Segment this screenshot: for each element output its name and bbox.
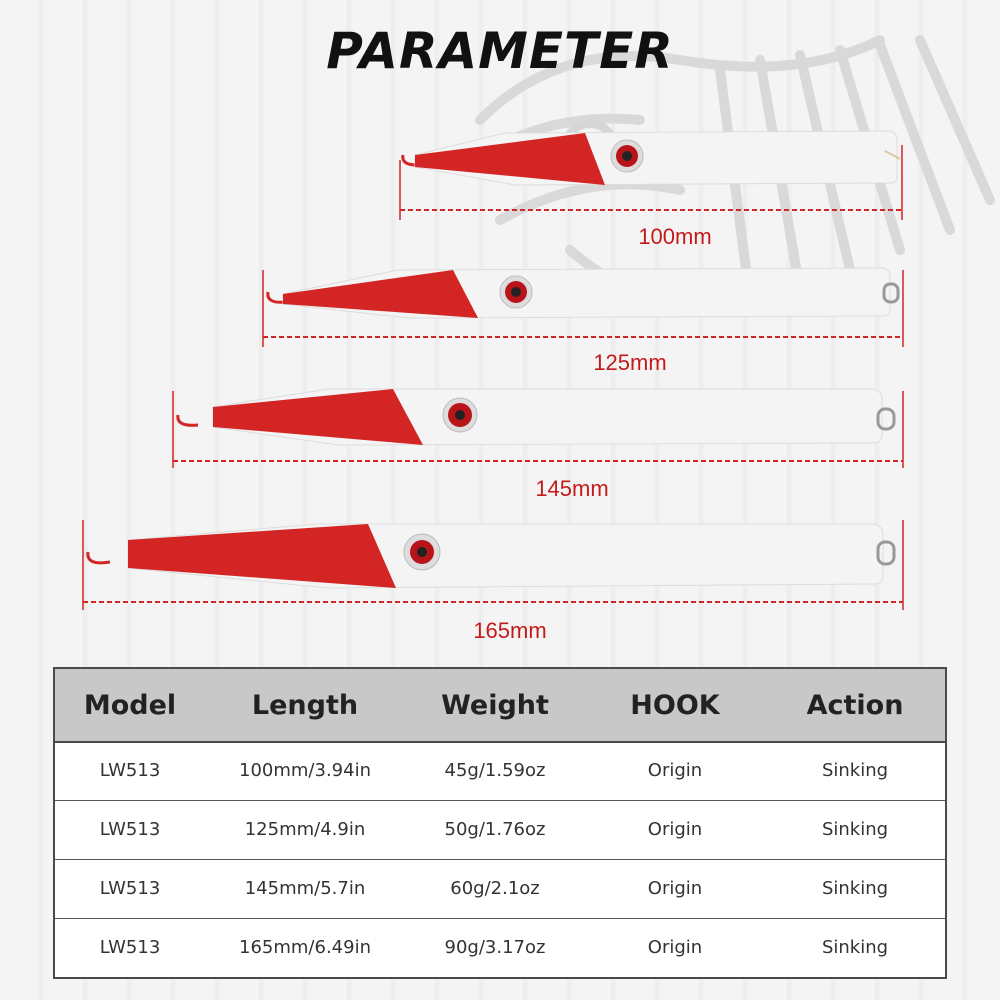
cell-model: LW513 [99, 878, 161, 899]
table-header [55, 669, 945, 743]
size-label: 125mm [593, 350, 667, 375]
lure-100mm [395, 125, 915, 225]
cell-weight: 50g/1.76oz [444, 819, 546, 840]
cell-action: Sinking [821, 878, 889, 899]
table-row [55, 859, 945, 919]
cell-weight: 45g/1.59oz [444, 760, 546, 781]
page-title: PARAMETER [326, 22, 674, 80]
header-model: Model [83, 689, 177, 721]
cell-hook: Origin [647, 819, 703, 840]
header-length: Length [251, 689, 359, 721]
lure-165mm [78, 518, 918, 618]
lure-125mm [258, 262, 918, 352]
cell-action: Sinking [821, 760, 889, 781]
cell-model: LW513 [99, 760, 161, 781]
cell-length: 145mm/5.7in [244, 878, 366, 899]
header-action: Action [806, 689, 904, 721]
cell-model: LW513 [99, 937, 161, 958]
size-label: 145mm [535, 476, 609, 501]
hook-eye-icon [178, 415, 198, 425]
cell-length: 165mm/6.49in [239, 937, 371, 958]
size-label: 100mm [638, 224, 712, 249]
lure-145mm [168, 383, 918, 473]
cell-action: Sinking [821, 819, 889, 840]
header-hook: HOOK [630, 689, 720, 721]
cell-length: 100mm/3.94in [239, 760, 371, 781]
cell-hook: Origin [647, 878, 703, 899]
table-row [55, 800, 945, 860]
size-label: 165mm [473, 618, 547, 643]
cell-length: 125mm/4.9in [244, 819, 366, 840]
cell-action: Sinking [821, 937, 889, 958]
table-row [55, 741, 945, 801]
cell-weight: 90g/3.17oz [444, 937, 546, 958]
spec-table [53, 667, 947, 979]
cell-weight: 60g/2.1oz [450, 878, 540, 899]
table-row [55, 918, 945, 977]
hook-eye-icon [88, 552, 110, 563]
cell-hook: Origin [647, 937, 703, 958]
cell-model: LW513 [99, 819, 161, 840]
header-weight: Weight [441, 689, 549, 721]
cell-hook: Origin [647, 760, 703, 781]
